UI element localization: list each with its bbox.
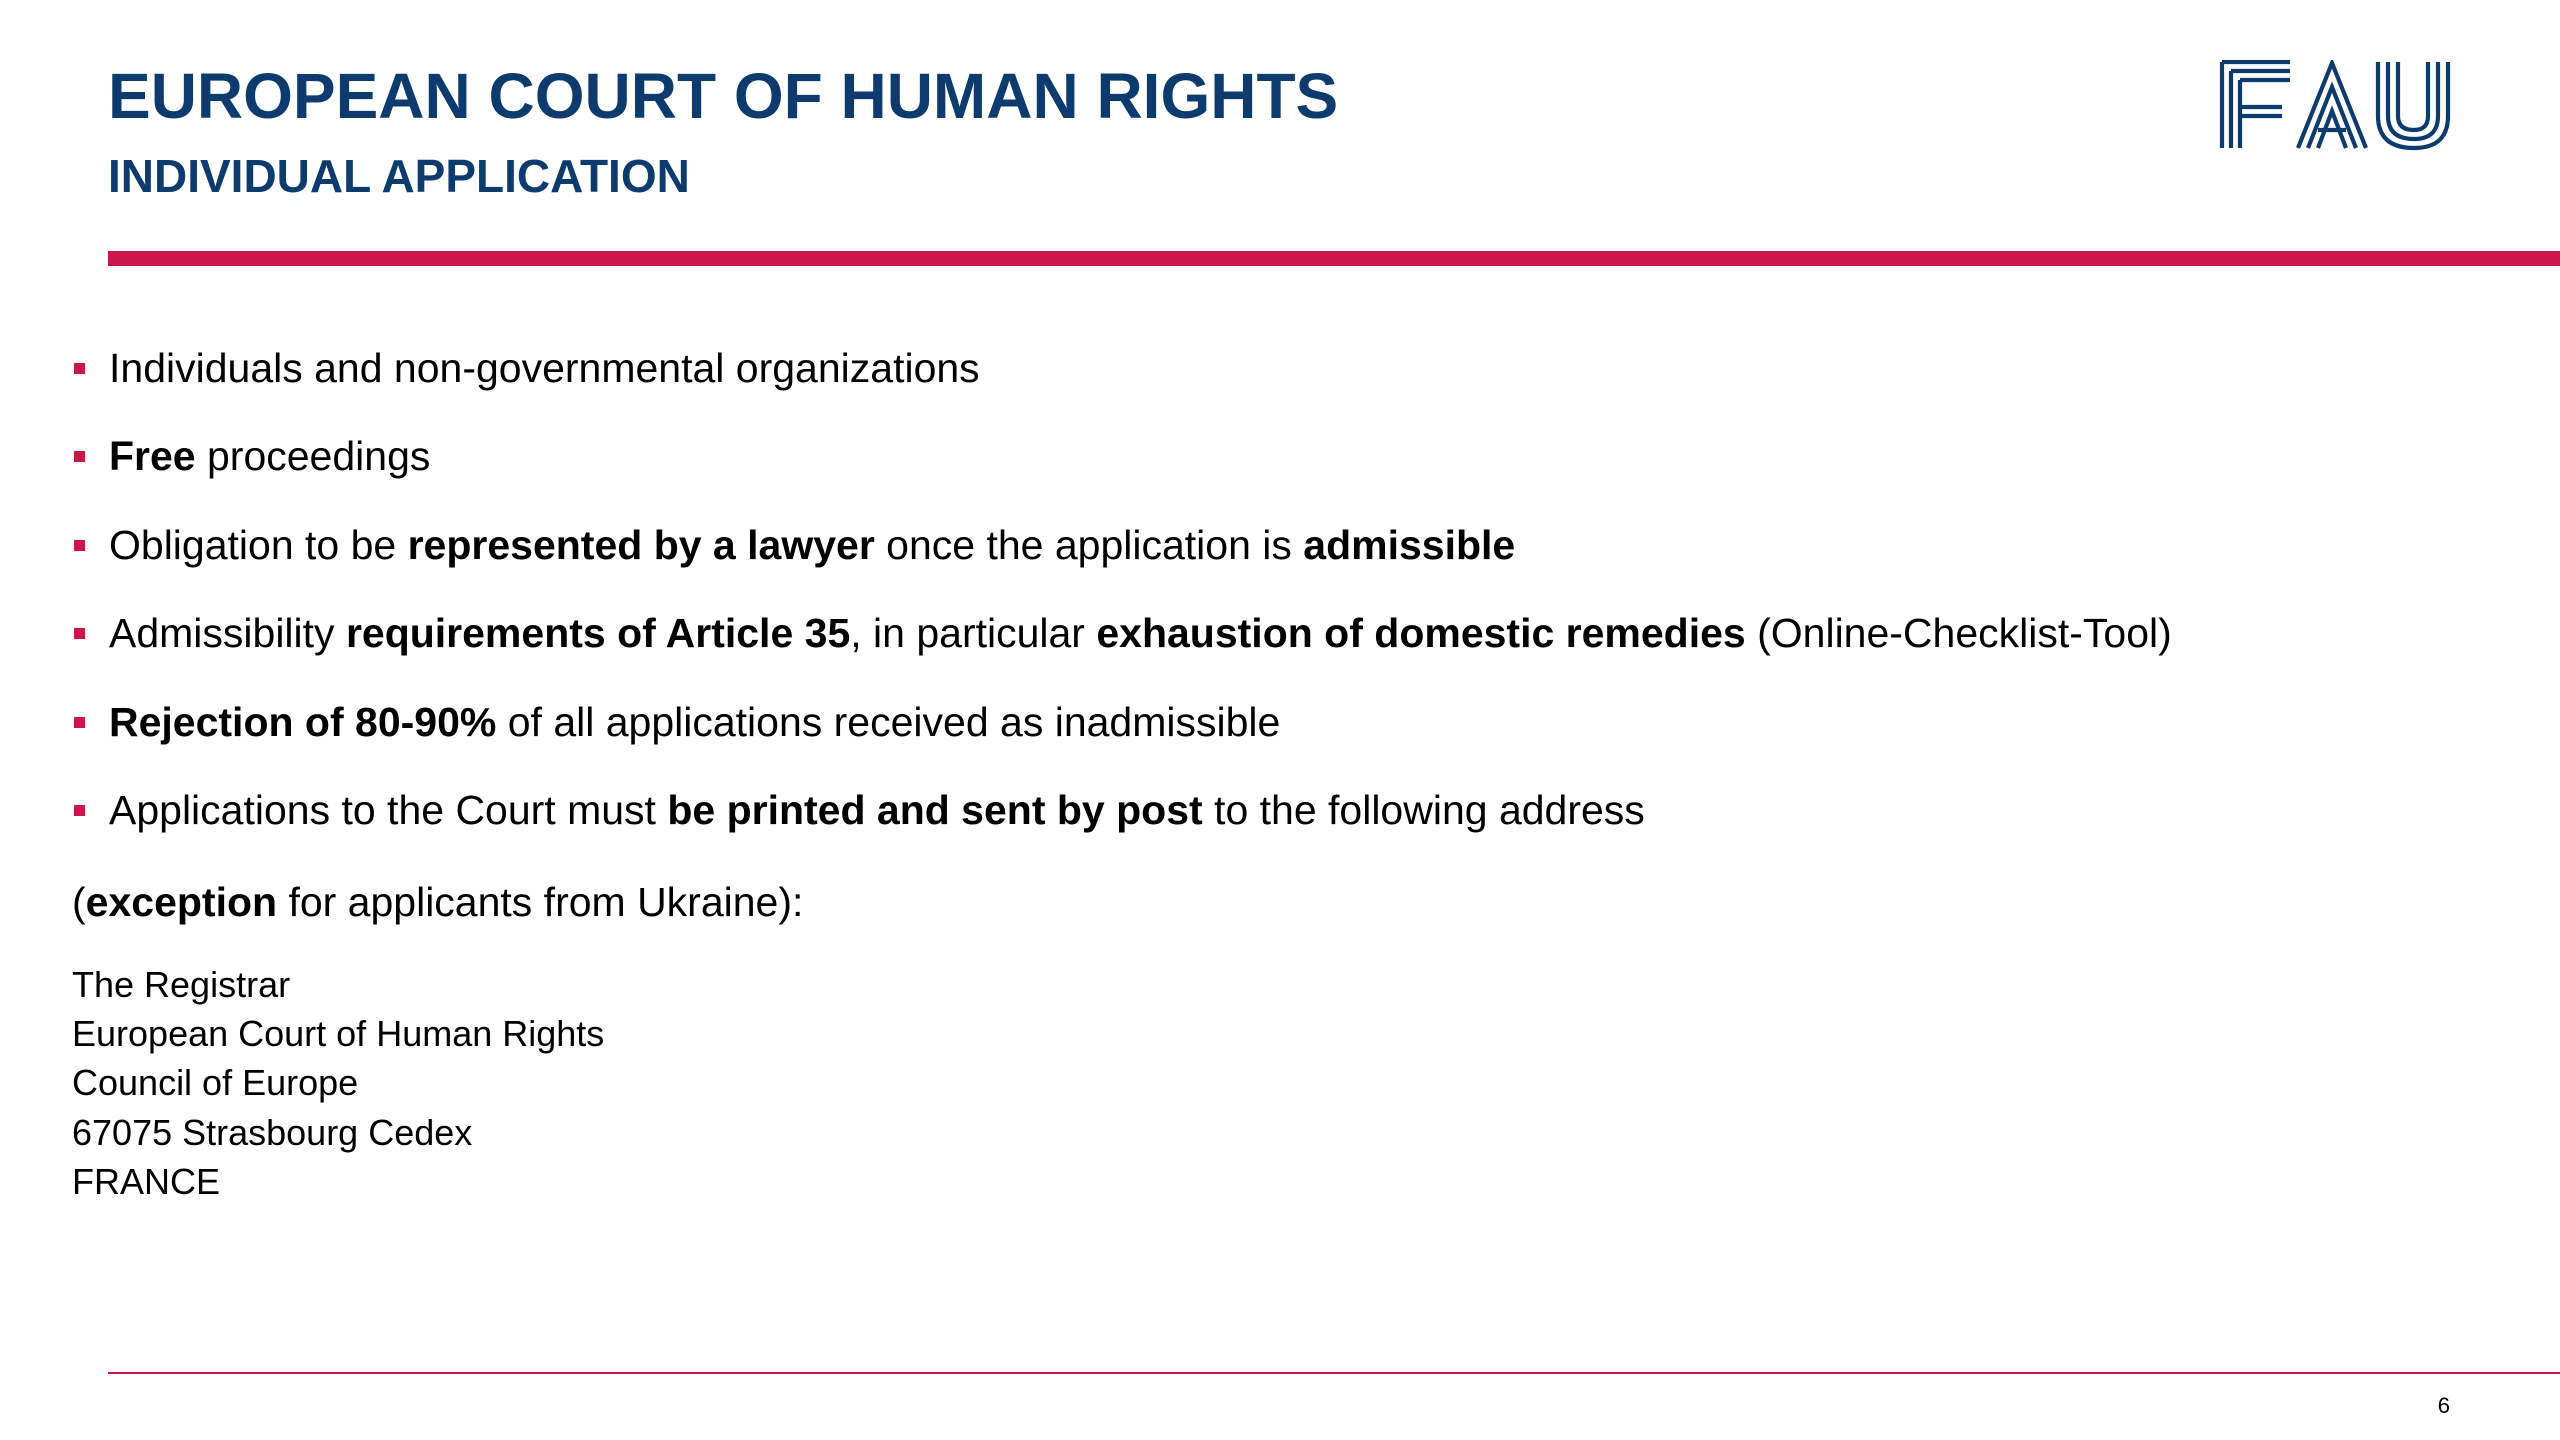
bullet-marker-icon	[74, 805, 85, 816]
page-number: 6	[2437, 1393, 2450, 1418]
fau-logo-icon	[2218, 60, 2452, 152]
bullet-run: of all applications received as inadmissible	[496, 698, 1281, 745]
exception-run: for applicants from Ukraine):	[277, 879, 804, 925]
bullet-emphasis: requirements of Article 35	[345, 610, 851, 657]
bullet-run: Obligation to be	[109, 521, 408, 568]
bullet-run: once the application is	[874, 521, 1304, 568]
bullet-run: Admissibility	[109, 610, 346, 657]
bullet-emphasis: represented by a lawyer	[407, 521, 875, 568]
bullet-marker-icon	[74, 540, 85, 551]
bullet-emphasis: Rejection of 80-90%	[109, 698, 497, 745]
bullet-run: Applications to the Court must	[109, 786, 668, 833]
bullet-emphasis: Free	[109, 433, 196, 480]
bullet-item	[0, 603, 2172, 691]
bullet-text	[109, 699, 1280, 745]
bullet-item	[0, 515, 2172, 603]
bullet-run: (Online-Checklist-Tool)	[1745, 610, 2172, 657]
bullet-text	[109, 610, 2172, 656]
bullet-marker-icon	[74, 628, 85, 639]
bullet-emphasis: be printed and sent by post	[667, 786, 1203, 833]
bullet-emphasis: admissible	[1303, 521, 1516, 568]
exception-run: (	[72, 879, 86, 925]
bullet-emphasis: exhaustion of domestic remedies	[1096, 610, 1746, 657]
bullet-run: to the following address	[1202, 786, 1645, 833]
bullet-text	[109, 433, 430, 479]
address-line: Council of Europe	[72, 1062, 359, 1104]
bullet-marker-icon	[74, 717, 85, 728]
exception-emphasis: exception	[85, 879, 278, 925]
bullet-item	[0, 338, 2172, 426]
bullet-text	[109, 345, 980, 391]
bullet-item	[0, 780, 2172, 868]
footer-divider	[108, 1372, 2560, 1374]
exception-note	[72, 872, 803, 932]
postal-address	[72, 960, 604, 1206]
bullet-item	[0, 426, 2172, 514]
bullet-item	[0, 692, 2172, 780]
bullet-marker-icon	[74, 363, 85, 374]
bullet-run: proceedings	[195, 433, 431, 480]
address-line: 67075 Strasbourg Cedex	[72, 1111, 473, 1153]
bullet-run: , in particular	[850, 610, 1097, 657]
slide-subtitle: INDIVIDUAL APPLICATION	[108, 150, 690, 202]
bullet-text	[109, 522, 1515, 568]
bullet-list	[0, 338, 2172, 868]
bullet-run: Individuals and non-governmental organizations	[109, 345, 980, 391]
bullet-marker-icon	[74, 451, 85, 462]
bullet-text	[109, 787, 1645, 833]
address-line: FRANCE	[72, 1160, 221, 1202]
slide-title: EUROPEAN COURT OF HUMAN RIGHTS	[108, 60, 1339, 132]
address-line: The Registrar	[72, 964, 291, 1005]
header-divider	[108, 251, 2560, 266]
address-line: European Court of Human Rights	[72, 1013, 605, 1055]
